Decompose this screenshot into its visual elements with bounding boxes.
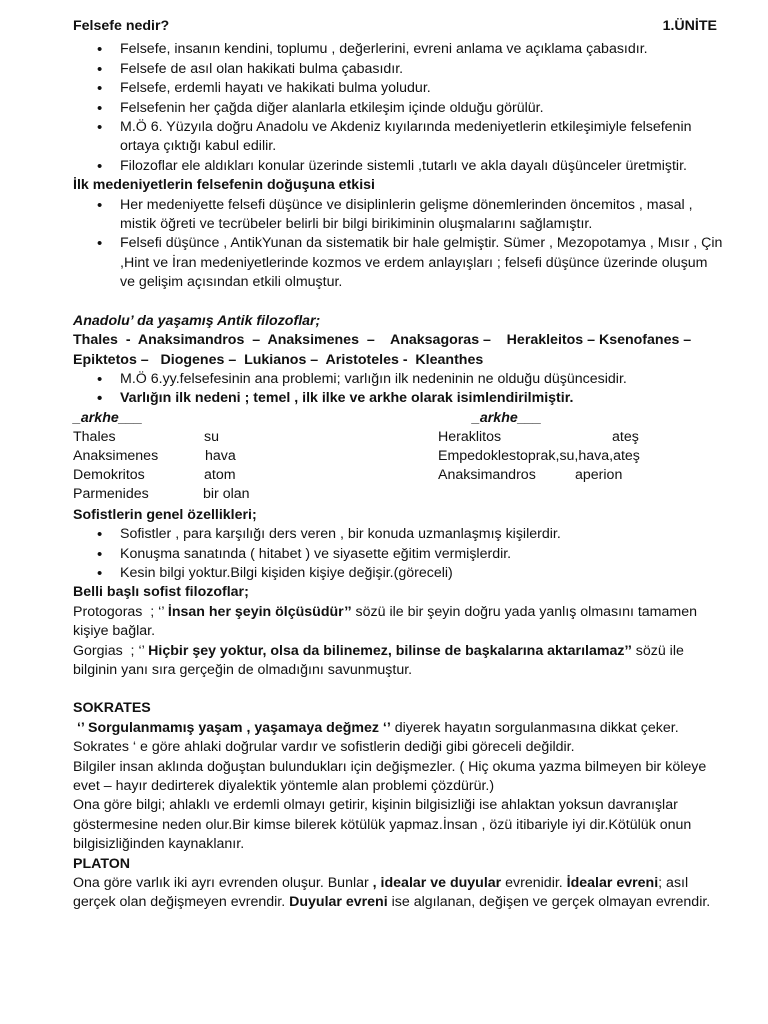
page-title: Felsefe nedir? [73,18,170,34]
philosophers-line-2: Epiktetos – Diogenes – Lukianos – Aristoteles - Kleanthes [73,351,484,368]
table-cell: atom [204,466,236,483]
title-row [73,17,723,36]
section-heading-sokrates: SOKRATES [73,700,151,717]
list-item: • Kesin bilgi yoktur.Bilgi kişiden kişiye değişir.(göreceli) [73,564,723,583]
list-item: • Konuşma sanatında ( hitabet ) ve siyasette eğitim vermişlerdir. [73,545,723,564]
sokrates-paragraph-1: Sokrates ‘ e göre ahlaki doğrular vardır ve sofistlerin dediği gibi göreceli değildir. [73,739,575,756]
list-item: • Filozoflar ele aldıkları konular üzerinde sistemli ,tutarlı ve akla dayalı düşünceler üretmiştir. [73,157,723,176]
sokrates-paragraph-3: Ona göre bilgi; ahlaklı ve erdemli olmayı getirir, kişinin bilgisizliği ise ahlaktan yoksun davranışlar göstermesine neden olur.Bir kimse bilerek kötülük yapmaz.İnsan , özü itibariyle iyi dir.Kötülük onun bilgisizliğinden kaynaklanır. [73,797,692,853]
table-cell: Empedoklestoprak,su,hava,ateş [438,447,640,464]
section-heading-anatolia: Anadolu’ da yaşamış Antik filozoflar; [73,312,321,329]
quote-text: İnsan her şeyin ölçüsüdür’’ [167,603,352,620]
bold-run: , idealar ve duyular [372,875,502,892]
sokrates-quote [73,719,723,738]
spacer [73,293,723,312]
section-heading-platon: PLATON [73,855,131,872]
civilizations-list [73,196,723,293]
table-cell: aperion [575,466,623,483]
section-heading-sophists: Sofistlerin genel özellikleri; [73,506,257,523]
table-cell: Thales [73,428,116,445]
protagoras-paragraph [73,603,723,642]
text-run: Gorgias ; ‘’ [73,642,149,659]
list-item: • Felsefe de asıl olan hakikati bulma çabasıdır. [73,60,723,79]
text-run: Protogoras ; ‘’ [73,603,168,620]
text-run: sözü ile bilginin yanı sıra gerçeğin de olmadığını savunmuştur. [73,642,684,678]
arkhe-header-row [73,409,723,428]
list-item: • M.Ö 6.yy.felsefesinin ana problemi; varlığın ilk nedeninin ne olduğu düşüncesidir. [73,370,723,389]
table-cell: hava [205,447,236,464]
text-run: evrenidir. [501,875,567,892]
list-item: • Felsefi düşünce , AntikYunan da sistematik bir hale gelmiştir. Sümer , Mezopotamya , Mısır , Çin ,Hint ve İran medeniyetlerinde kozmos ve erdem anlayışları ; felsefi düşünce üzerinde oluşum ve gelişim açısından etkili olmuştur. [73,234,723,292]
arkhe-header-left: _arkhe___ [73,409,143,426]
list-item: • Felsefe, erdemli hayatı ve hakikati bulma yoludur. [73,79,723,98]
text-run: ise algılanan, değişen ve gerçek olmayan evrendir. [387,894,711,911]
document-page [73,17,723,913]
list-item: • Her medeniyette felsefi düşünce ve disiplinlerin gelişme dönemlerinden öncemitos , masal , mistik öğreti ve tecrübeler belirli bir bilgi birikiminin oluşmalarını sağlamıştır. [73,196,723,235]
unit-label: 1.ÜNİTE [662,18,717,34]
text-run: diyerek hayatın sorgulanmasına dikkat çeker. [390,719,679,736]
table-cell: Anaksimandros [438,466,536,483]
table-cell: su [204,428,219,445]
list-item: • Felsefenin her çağda diğer alanlarla etkileşim içinde olduğu görülür. [73,99,723,118]
text-run: Ona göre varlık iki ayrı evrenden oluşur. Bunlar [73,875,373,892]
list-item: • Felsefe, insanın kendini, toplumu , değerlerini, evreni anlama ve açıklama çabasıdır. [73,40,723,59]
platon-paragraph [73,874,723,913]
table-cell: bir olan [203,485,250,502]
table-cell: Parmenides [73,485,149,502]
sokrates-paragraph-2: Bilgiler insan aklında doğuştan bulundukları için değişmezler. ( Hiç okuma yazma bilmeyen bir köleye evet – hayır dedirterek diyalektik yöntemle alan problemi çözdürür.) [73,758,707,794]
spacer [73,680,723,699]
philosophers-line-1: Thales - Anaksimandros – Anaksimenes – Anaksagoras – Herakleitos – Ksenofanes – [73,332,692,349]
list-item: • Sofistler , para karşılığı ders veren , bir konuda uzmanlaşmış kişilerdir. [73,525,723,544]
table-cell: Demokritos [73,466,145,483]
bold-run: İdealar evreni [566,875,659,892]
arkhe-table [73,428,723,506]
intro-list [73,40,723,176]
arkhe-list [73,370,723,409]
sophists-list [73,525,723,583]
quote-text: ‘’ Sorgulanmamış yaşam , yaşamaya değmez ‘’ [73,719,391,736]
text-run: ; asıl gerçek olan değişmeyen evrendir. [73,875,689,911]
bold-run: Duyular evreni [289,894,388,911]
table-cell: Heraklitos [438,428,502,445]
quote-text: Hiçbir şey yoktur, olsa da bilinemez, bilinse de başkalarına aktarılamaz’’ [148,642,632,659]
table-cell: Anaksimenes [73,447,159,464]
list-item: • M.Ö 6. Yüzyıla doğru Anadolu ve Akdeniz kıyılarında medeniyetlerin etkileşimiyle felsefenin ortaya çıktığı kabul edilir. [73,118,723,157]
section-heading-civilizations: İlk medeniyetlerin felsefenin doğuşuna etkisi [73,177,375,194]
section-heading-sophist-philosophers: Belli başlı sofist filozoflar; [73,584,249,601]
text-run: sözü ile bir şeyin doğru yada yanlış olmasını tamamen kişiye bağlar. [73,603,697,640]
table-cell: ateş [612,428,639,445]
gorgias-paragraph [73,642,723,681]
arkhe-header-right: _arkhe___ [472,409,542,426]
list-item: • Varlığın ilk nedeni ; temel , ilk ilke ve arkhe olarak isimlendirilmiştir. [73,389,723,408]
